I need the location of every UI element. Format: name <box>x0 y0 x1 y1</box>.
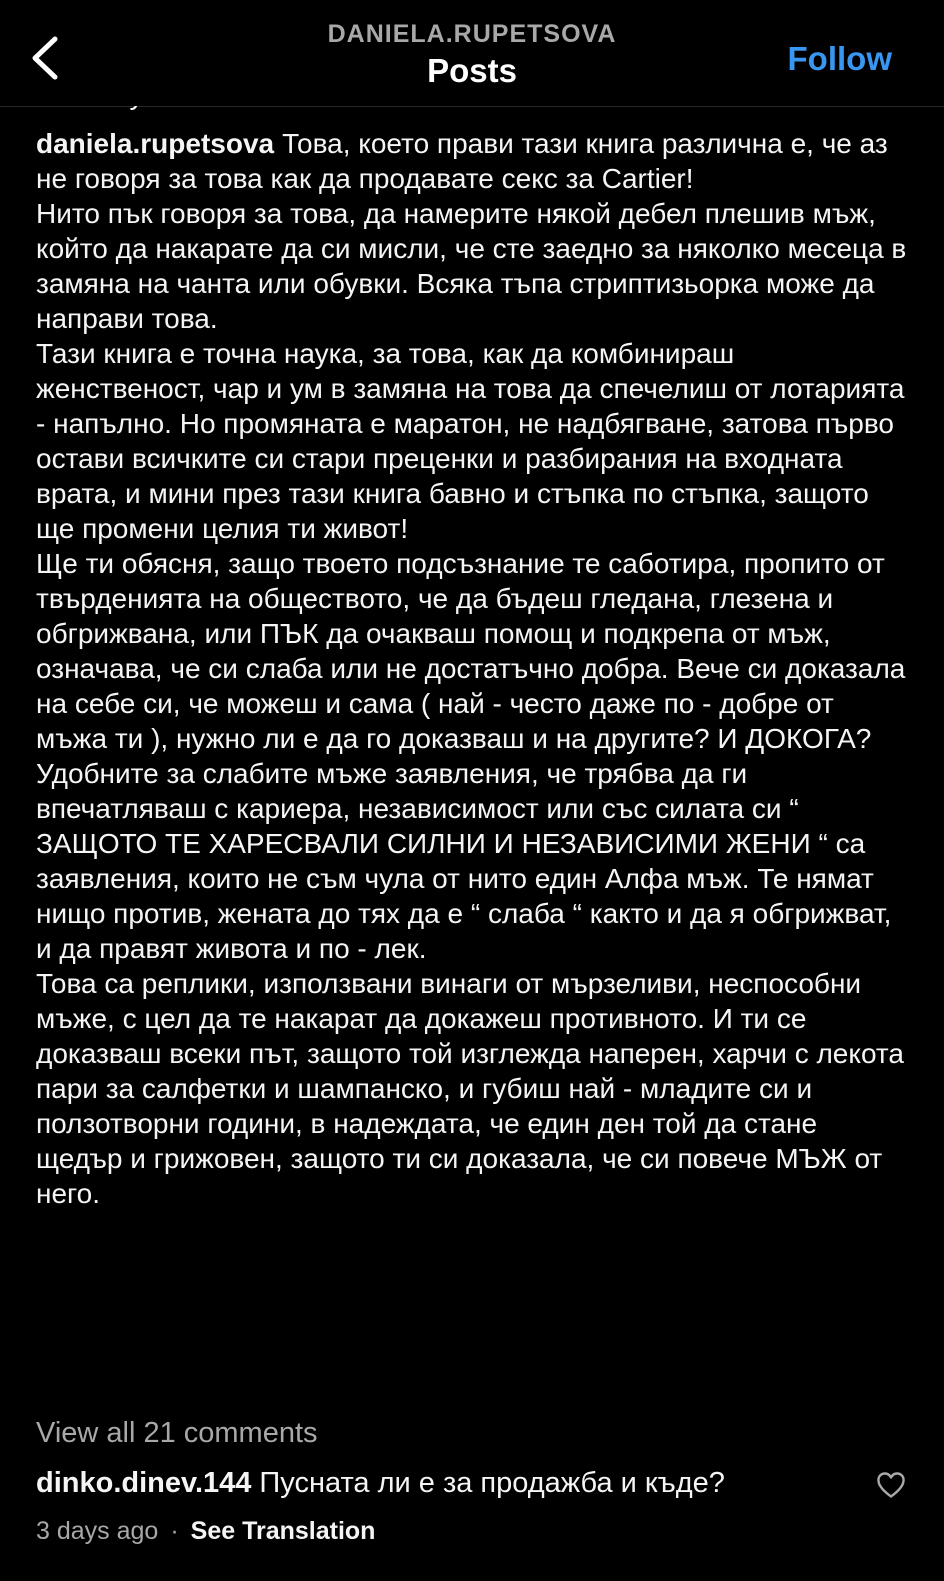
comment-text: Пусната ли е за продажба и къде? <box>259 1467 725 1499</box>
post-caption <box>36 126 908 1211</box>
meta-separator: · <box>170 1517 179 1545</box>
caption-paragraph: Удобните за слабите мъже заявления, че трябва да ги впечатляваш с кариера, независимост или със силата си “ ЗАЩОТО ТЕ ХАРЕСВАЛИ СИЛНИ И НЕЗАВИСИМИ ЖЕНИ “ са заявления, които не съм чула от нито един Алфа мъж. Те нямат нищо против, жената до тях да е “ слаба “ както и да я обгрижват, и да правят живота и по - лек. <box>36 758 892 964</box>
profile-username: DANIELA.RUPETSOVA <box>327 20 617 48</box>
follow-button[interactable]: Follow <box>787 40 892 77</box>
caption-paragraph: daniela.rupetsova Това, което прави тази книга различна е, че аз не говоря за това как да продавате секс за Cartier! <box>36 128 888 194</box>
comment-timestamp: 3 days ago <box>36 1517 159 1545</box>
caption-paragraph: Нито пък говоря за това, да намерите някой дебел плешив мъж, който да накарате да си мисли, че сте заедно за няколко месеца в замяна на чанта или обувки. Всяка тъпа стриптизьорка може да направи това. <box>36 198 907 334</box>
caption-username[interactable]: daniela.rupetsova <box>36 128 275 159</box>
comment-meta <box>36 1517 375 1546</box>
caption-paragraph: Това са реплики, използвани винаги от мързеливи, неспособни мъже, с цел да те накарат да докажеш противното. И ти се доказваш всеки път, защото той изглежда наперен, харчи с лекота пари за салфетки и шампанско, и губиш най - младите си и ползотворни години, в надеждата, че един ден той да стане щедър и грижовен, защото ти си доказала, че си повече МЪЖ от него. <box>36 968 904 1209</box>
caption-paragraph: Ще ти обясня, защо твоето подсъзнание те саботира, пропито от твърденията на обществото, че да бъдеш гледана, глезена и обгрижвана, или ПЪК да очакваш помощ и подкрепа от мъж, означава, че си слаба или не достатъчно добра. Вече си доказала на себе си, че можеш и сама ( най - често даже по - добре от мъжа ти ), нужно ли е да го доказваш и на другите? И ДОКОГА? <box>36 548 906 754</box>
heart-outline-icon <box>876 1486 906 1503</box>
top-nav-bar <box>0 0 944 106</box>
comment-item <box>36 1467 856 1500</box>
page-title: Posts <box>427 52 517 89</box>
view-all-comments-link[interactable]: View all 21 comments <box>36 1417 318 1449</box>
caption-paragraph: Тази книга е точна наука, за това, как да комбинираш женственост, чар и ум в замяна на това да спечелиш от лотарията - напълно. Но промяната е маратон, не надбягване, затова първо остави всичките си стари преценки и разбирания на входната врата, и мини през тази книга бавно и стъпка по стъпка, защото ще промени целия ти живот! <box>36 338 905 544</box>
comment-username[interactable]: dinko.dinev.144 <box>36 1467 252 1499</box>
comment-like-button[interactable] <box>876 1471 906 1499</box>
see-translation-button[interactable]: See Translation <box>190 1517 376 1545</box>
